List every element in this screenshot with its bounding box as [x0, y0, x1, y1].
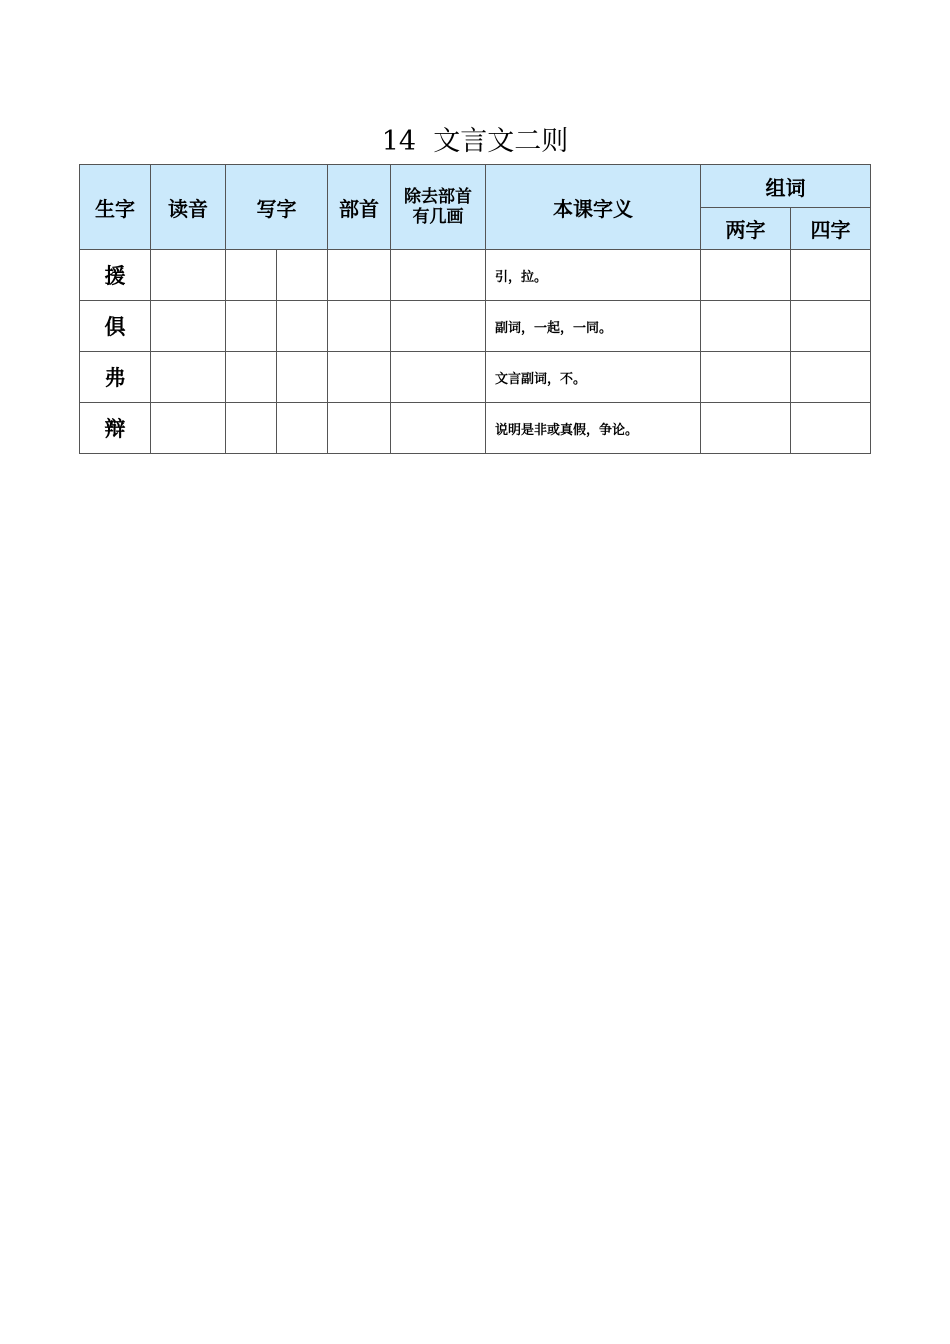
header-writing: 写字 — [226, 165, 328, 250]
header-two-char: 两字 — [701, 208, 791, 250]
char-cell: 俱 — [80, 301, 151, 352]
char-cell: 辩 — [80, 403, 151, 454]
header-four-char: 四字 — [791, 208, 871, 250]
strokes-cell[interactable] — [391, 250, 486, 301]
radical-cell[interactable] — [328, 250, 391, 301]
writing-cell[interactable] — [226, 301, 277, 352]
header-radical: 部首 — [328, 165, 391, 250]
header-strokes — [391, 165, 486, 250]
two-char-cell[interactable] — [701, 301, 791, 352]
radical-cell[interactable] — [328, 352, 391, 403]
strokes-cell[interactable] — [391, 403, 486, 454]
vocabulary-table — [79, 164, 871, 454]
header-words: 组词 — [701, 165, 871, 208]
page-title: 14 文言文二则 — [381, 126, 569, 157]
four-char-cell[interactable] — [791, 352, 871, 403]
radical-cell[interactable] — [328, 301, 391, 352]
table-row — [80, 352, 871, 403]
strokes-cell[interactable] — [391, 301, 486, 352]
reading-cell[interactable] — [151, 301, 226, 352]
char-cell: 弗 — [80, 352, 151, 403]
writing-cell[interactable] — [277, 403, 328, 454]
two-char-cell[interactable] — [701, 403, 791, 454]
table-row — [80, 301, 871, 352]
writing-cell[interactable] — [226, 352, 277, 403]
strokes-cell[interactable] — [391, 352, 486, 403]
writing-cell[interactable] — [226, 403, 277, 454]
header-char: 生字 — [80, 165, 151, 250]
two-char-cell[interactable] — [701, 352, 791, 403]
header-strokes-line1: 除去部首 — [404, 187, 472, 207]
meaning-cell: 说明是非或真假，争论。 — [486, 403, 701, 454]
radical-cell[interactable] — [328, 403, 391, 454]
reading-cell[interactable] — [151, 352, 226, 403]
header-meaning: 本课字义 — [486, 165, 701, 250]
header-strokes-line2: 有几画 — [412, 207, 464, 227]
reading-cell[interactable] — [151, 403, 226, 454]
four-char-cell[interactable] — [791, 403, 871, 454]
two-char-cell[interactable] — [701, 250, 791, 301]
header-row-1 — [80, 165, 871, 208]
reading-cell[interactable] — [151, 250, 226, 301]
four-char-cell[interactable] — [791, 250, 871, 301]
writing-cell[interactable] — [226, 250, 277, 301]
four-char-cell[interactable] — [791, 301, 871, 352]
table-row — [80, 250, 871, 301]
meaning-cell: 引，拉。 — [486, 250, 701, 301]
table-row — [80, 403, 871, 454]
writing-cell[interactable] — [277, 352, 328, 403]
writing-cell[interactable] — [277, 301, 328, 352]
meaning-cell: 副词，一起，一同。 — [486, 301, 701, 352]
meaning-cell: 文言副词，不。 — [486, 352, 701, 403]
writing-cell[interactable] — [277, 250, 328, 301]
char-cell: 援 — [80, 250, 151, 301]
header-reading: 读音 — [151, 165, 226, 250]
